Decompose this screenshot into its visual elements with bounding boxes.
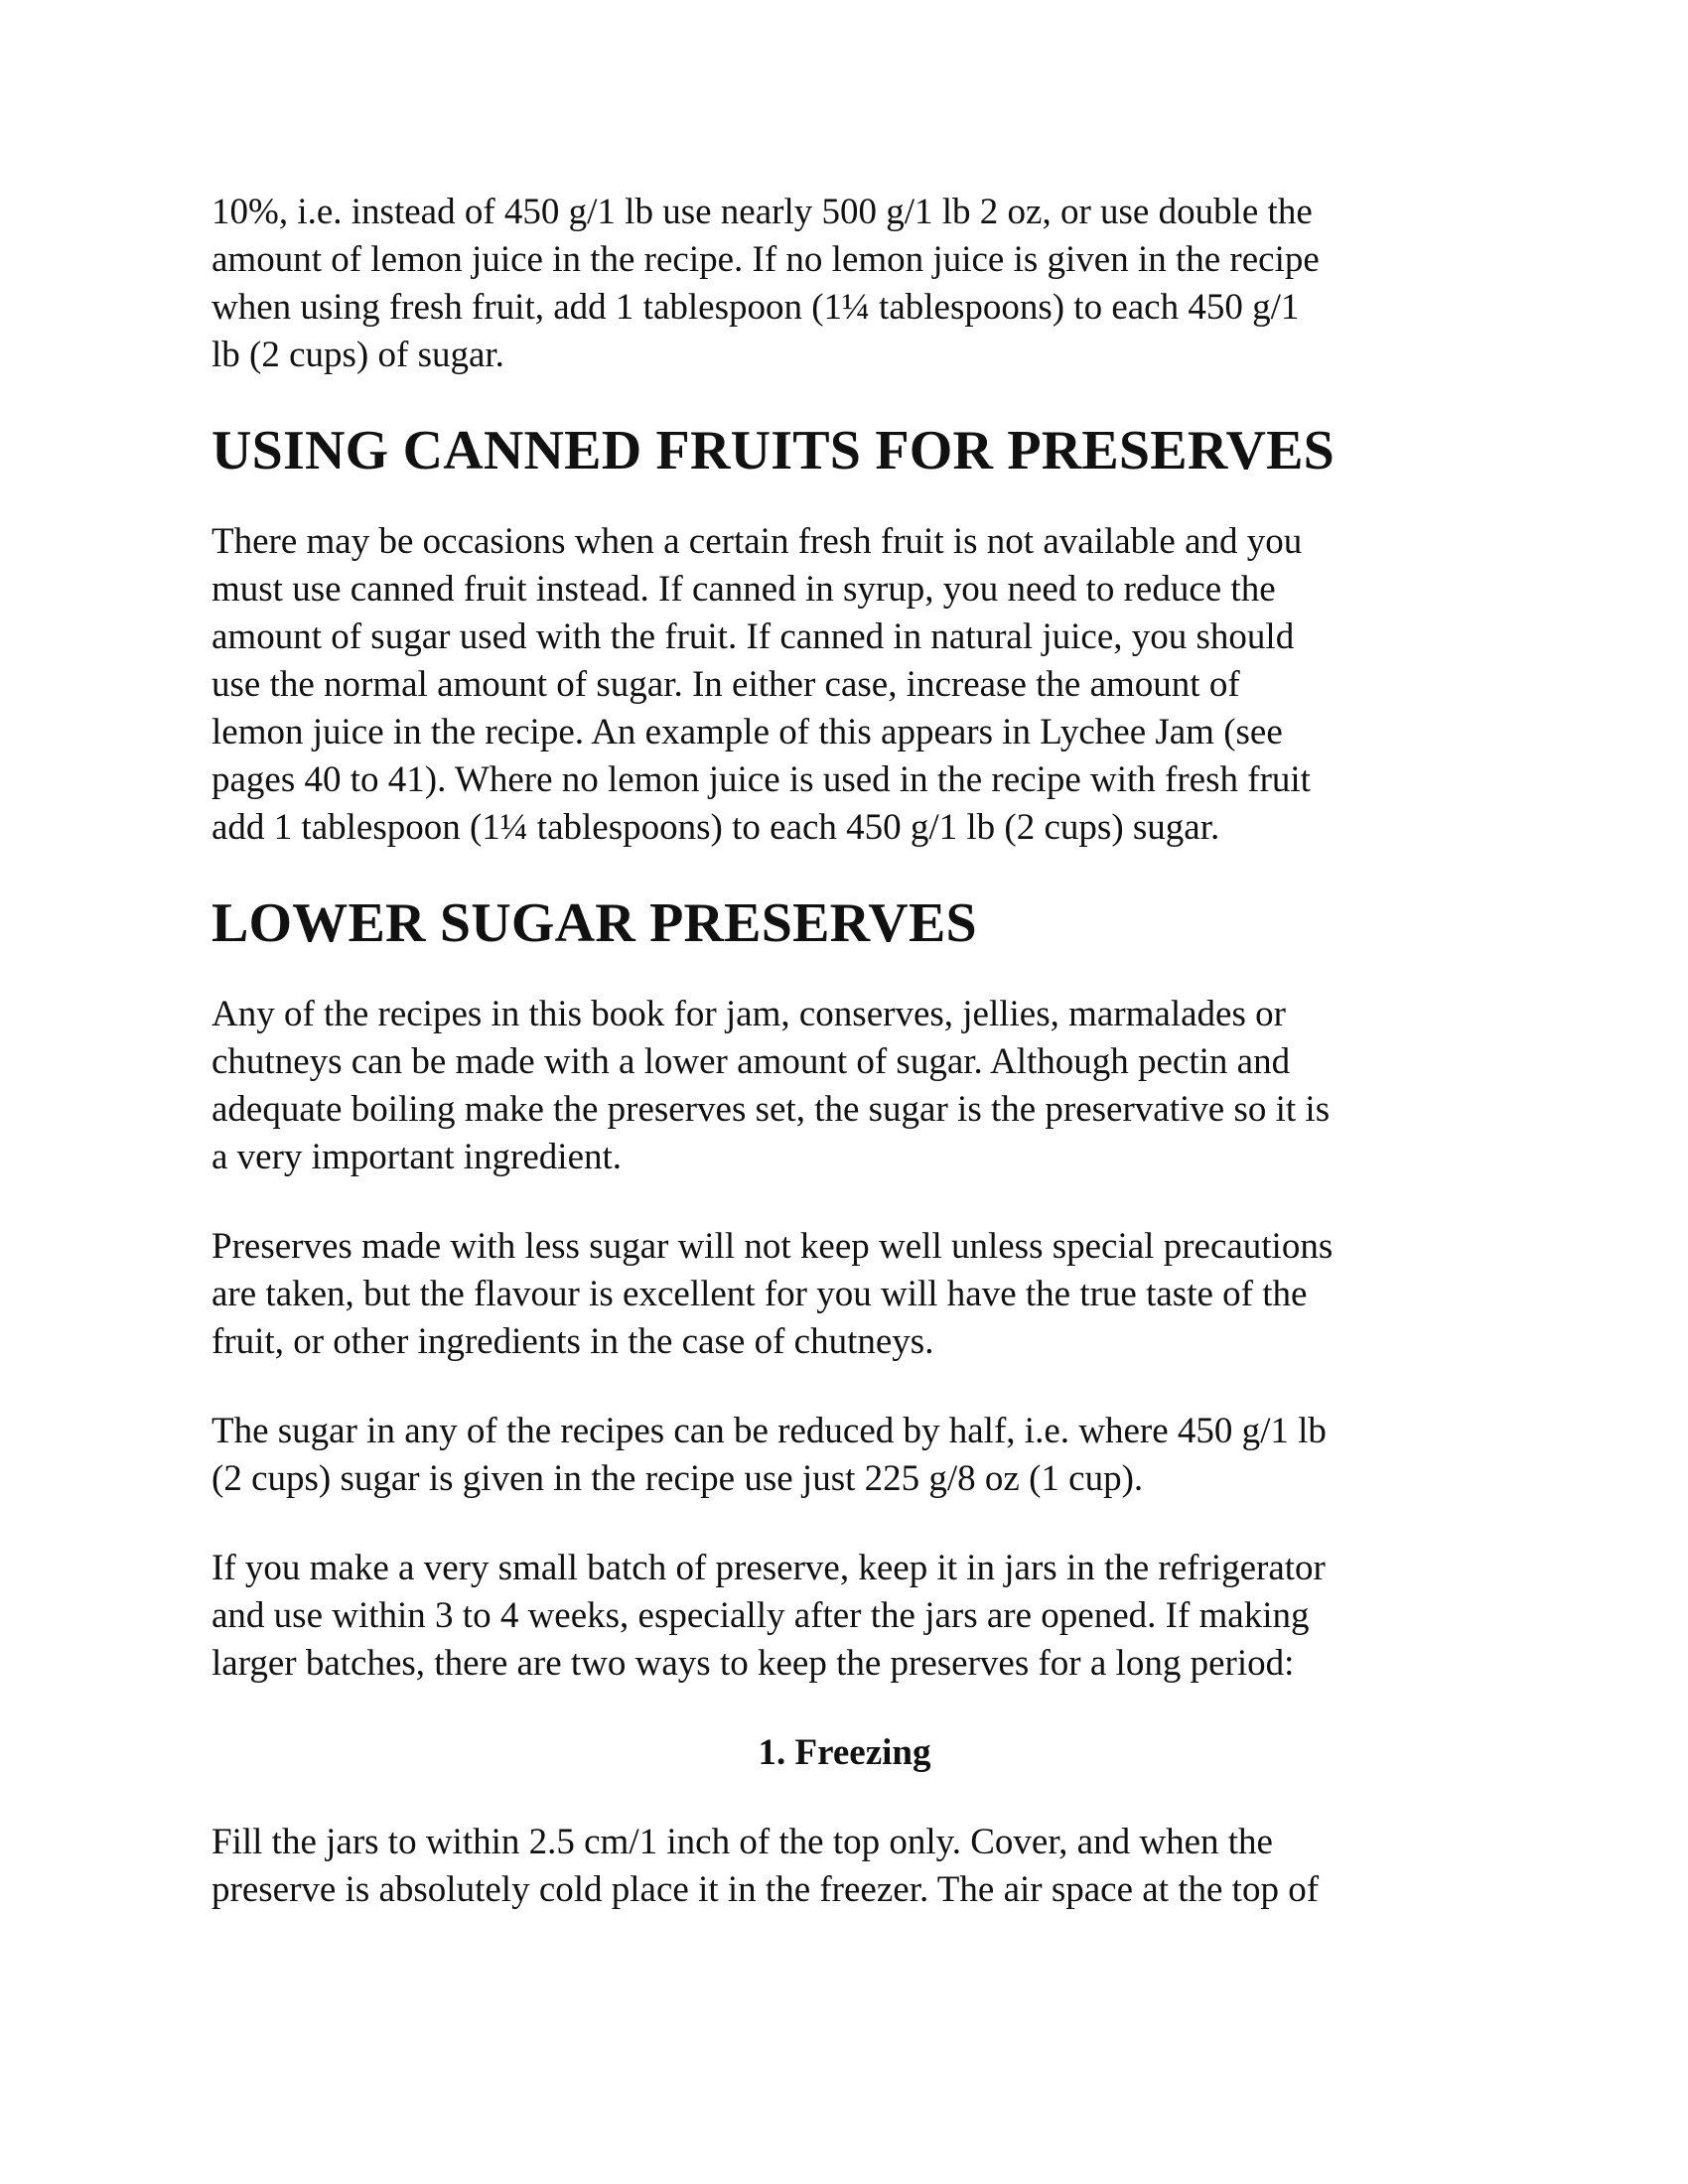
text-line: add 1 tablespoon (1¼ tablespoons) to each 450 g/1 lb (2 cups) sugar.: [211, 807, 1220, 848]
text-line: There may be occasions when a certain fresh fruit is not available and you: [211, 521, 1303, 562]
intro-paragraph: [211, 189, 1502, 379]
text-line: amount of lemon juice in the recipe. If no lemon juice is given in the recipe: [211, 239, 1320, 280]
text-line: and use within 3 to 4 weeks, especially after the jars are opened. If making: [211, 1595, 1310, 1636]
text-line: amount of sugar used with the fruit. If canned in natural juice, you should: [211, 616, 1295, 657]
text-line: (2 cups) sugar is given in the recipe use just 225 g/8 oz (1 cup).: [211, 1458, 1144, 1499]
text-line: must use canned fruit instead. If canned in syrup, you need to reduce the: [211, 569, 1276, 610]
text-line: use the normal amount of sugar. In either case, increase the amount of: [211, 664, 1240, 705]
text-line: fruit, or other ingredients in the case of chutneys.: [211, 1321, 934, 1362]
section-heading-lower-sugar: LOWER SUGAR PRESERVES: [211, 892, 977, 954]
freezing-paragraph: [211, 1819, 1502, 1914]
lower-sugar-paragraph-3: [211, 1408, 1502, 1503]
text-line: preserve is absolutely cold place it in the freezer. The air space at the top of: [211, 1869, 1320, 1910]
text-line: a very important ingredient.: [211, 1137, 623, 1177]
text-line: lb (2 cups) of sugar.: [211, 335, 504, 375]
text-line: Fill the jars to within 2.5 cm/1 inch of the top only. Cover, and when the: [211, 1822, 1273, 1862]
lower-sugar-paragraph-2: [211, 1223, 1502, 1366]
canned-fruits-paragraph: [211, 518, 1502, 852]
document-page: [211, 189, 1502, 1914]
text-line: Any of the recipes in this book for jam, conserves, jellies, marmalades or: [211, 994, 1286, 1034]
text-line: If you make a very small batch of preserve, keep it in jars in the refrigerator: [211, 1548, 1326, 1588]
lower-sugar-paragraph-4: [211, 1545, 1502, 1688]
text-line: chutneys can be made with a lower amount of sugar. Although pectin and: [211, 1041, 1291, 1082]
text-line: Preserves made with less sugar will not keep well unless special precautions: [211, 1226, 1334, 1267]
text-line: lemon juice in the recipe. An example of this appears in Lychee Jam (see: [211, 712, 1283, 752]
subheading-freezing: 1. Freezing: [758, 1732, 931, 1773]
text-line: The sugar in any of the recipes can be reduced by half, i.e. where 450 g/1 lb: [211, 1411, 1327, 1451]
text-line: are taken, but the flavour is excellent for you will have the true taste of the: [211, 1274, 1308, 1314]
lower-sugar-paragraph-1: [211, 991, 1502, 1181]
text-line: larger batches, there are two ways to keep the preserves for a long period:: [211, 1643, 1295, 1684]
text-line: when using fresh fruit, add 1 tablespoon (1¼ tablespoons) to each 450 g/1: [211, 287, 1300, 328]
text-line: pages 40 to 41). Where no lemon juice is used in the recipe with fresh fruit: [211, 759, 1311, 800]
text-line: adequate boiling make the preserves set, the sugar is the preservative so it is: [211, 1089, 1331, 1130]
section-heading-canned-fruits: USING CANNED FRUITS FOR PRESERVES: [211, 420, 1336, 481]
text-line: 10%, i.e. instead of 450 g/1 lb use nearly 500 g/1 lb 2 oz, or use double the: [211, 192, 1313, 232]
